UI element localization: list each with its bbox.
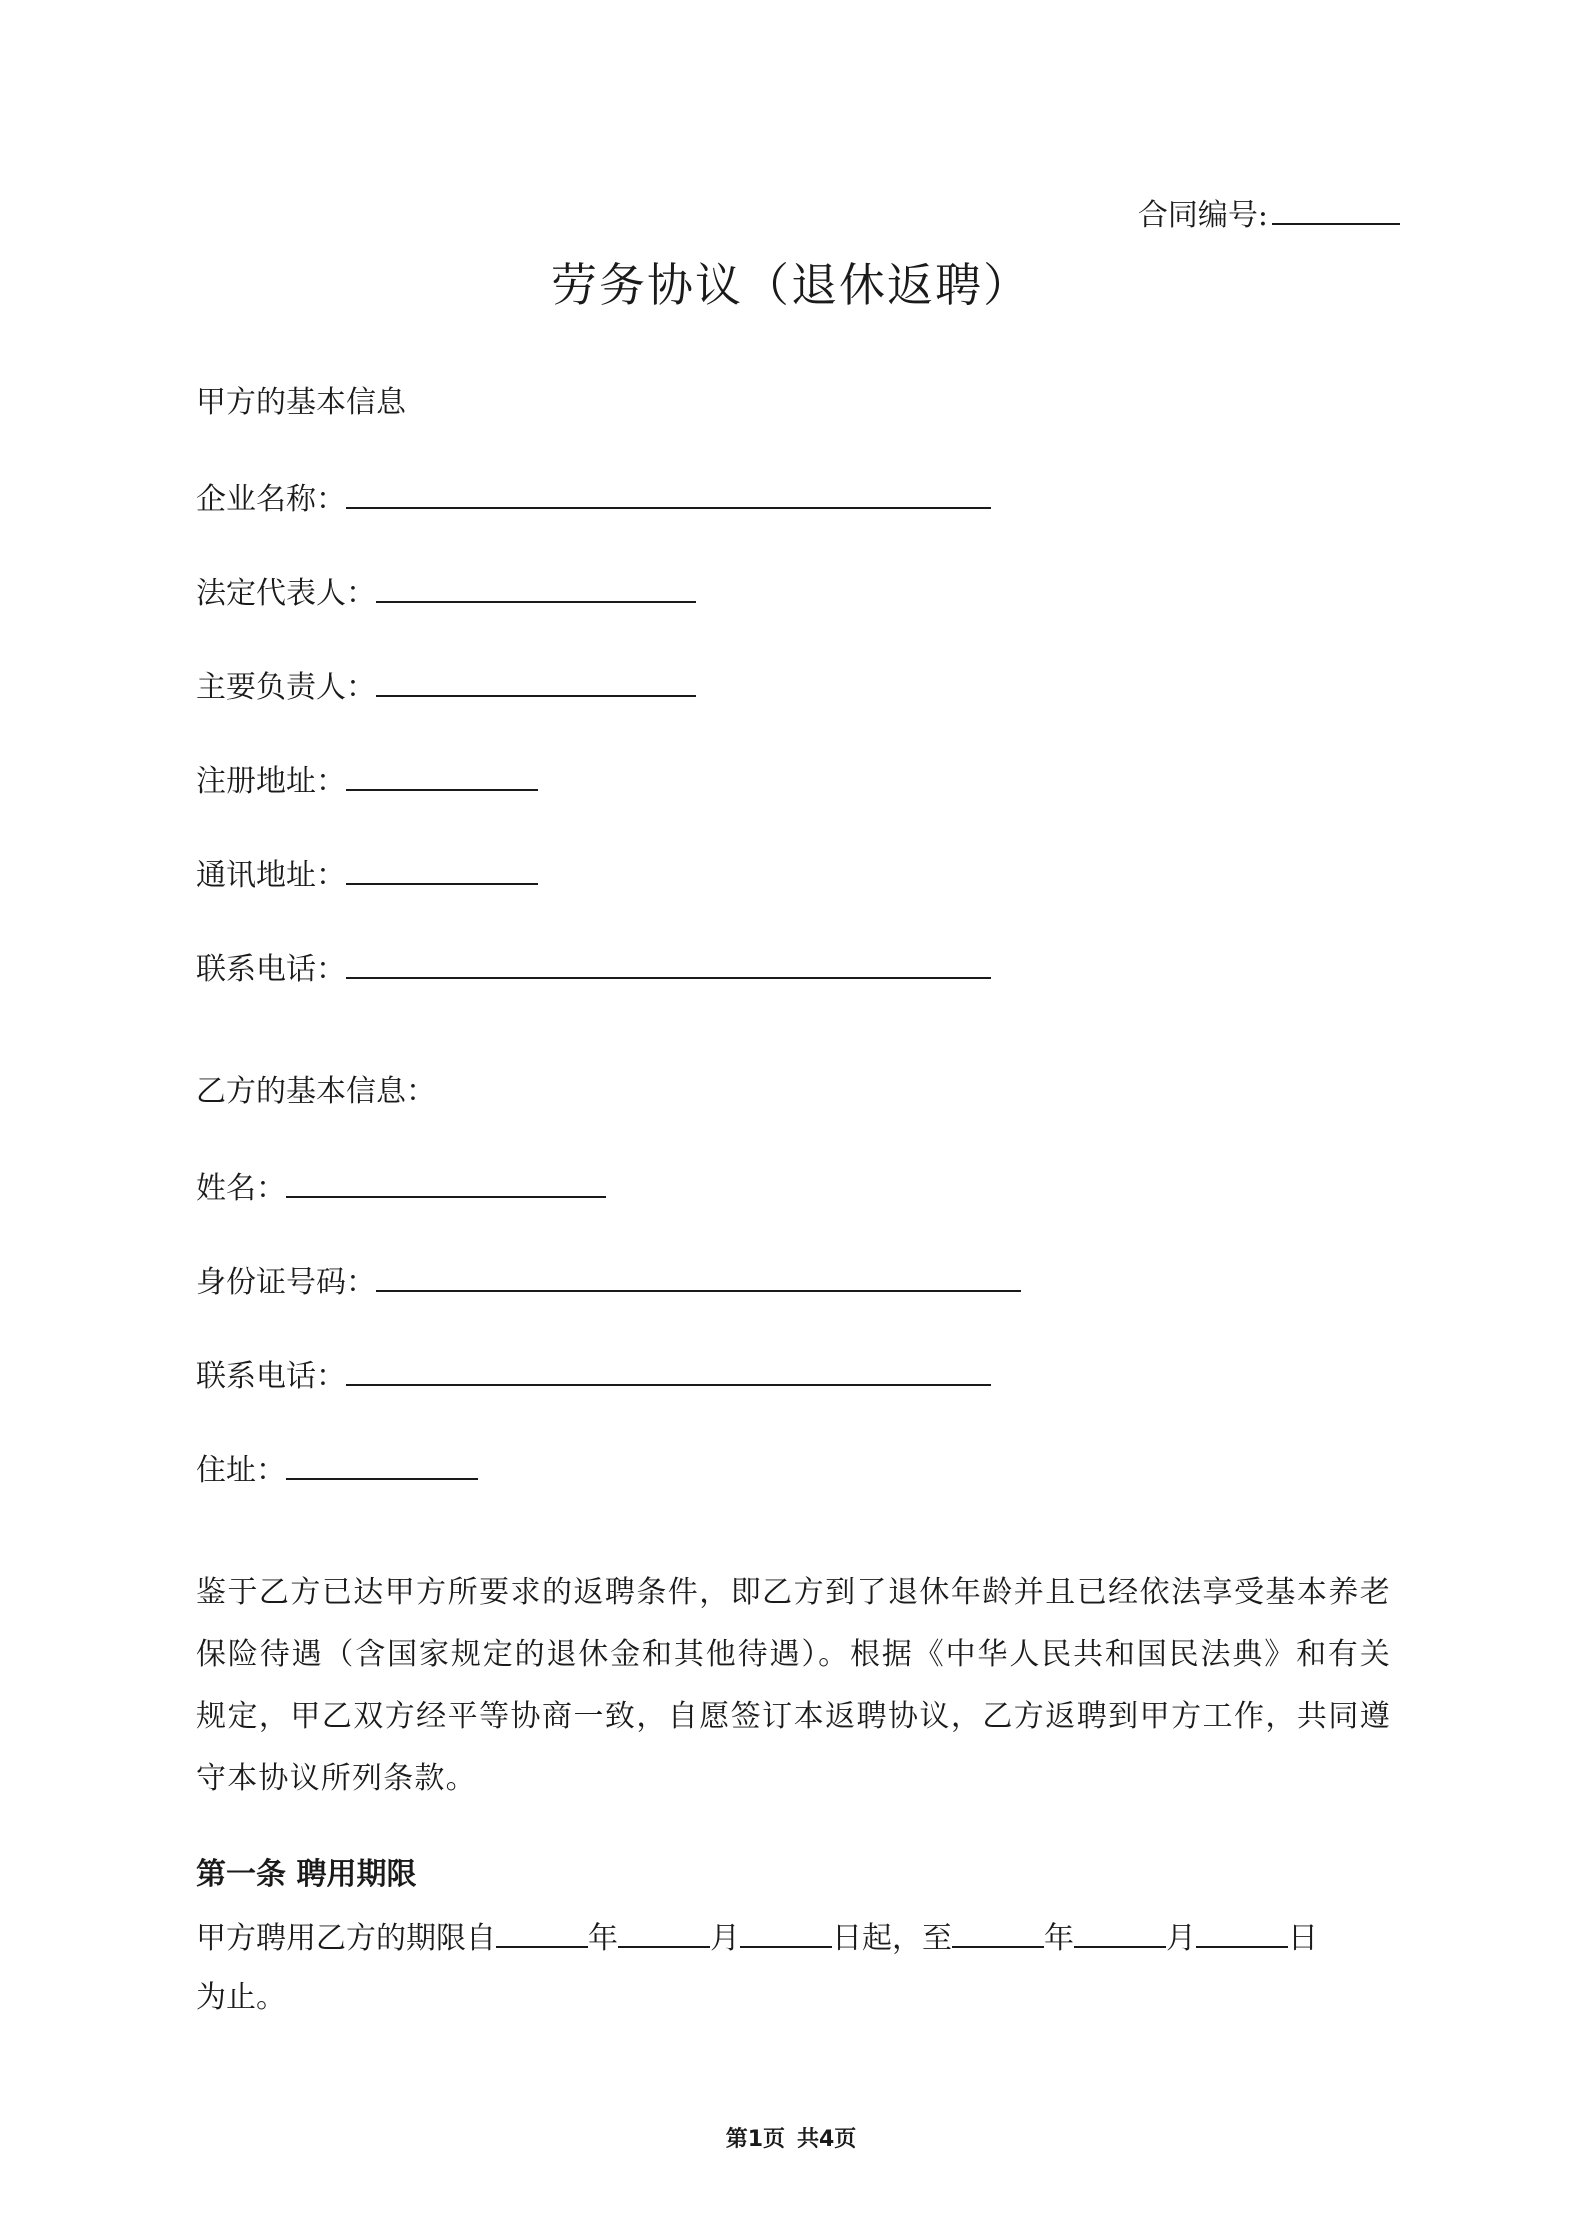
party-b-phone-blank[interactable]	[346, 1354, 991, 1386]
name-blank[interactable]	[286, 1166, 606, 1198]
field-label: 注册地址：	[196, 764, 346, 799]
party-a-phone-blank[interactable]	[346, 947, 991, 979]
field-label: 联系电话：	[196, 1359, 346, 1394]
party-a-phone	[196, 947, 991, 990]
contract-number-label: 合同编号:	[1137, 198, 1268, 233]
article-1-term	[196, 1916, 1318, 1959]
article-1-heading: 第一条 聘用期限	[196, 1857, 417, 1892]
party-a-company-name	[196, 477, 991, 520]
field-label: 联系电话：	[196, 952, 346, 987]
field-label: 主要负责人：	[196, 670, 376, 705]
field-label: 住址：	[196, 1453, 286, 1488]
article-1-ending: 为止。	[196, 1980, 286, 2015]
registered-address-blank[interactable]	[346, 759, 538, 791]
party-a-registered-address	[196, 759, 538, 802]
field-label: 通讯地址：	[196, 858, 346, 893]
legal-rep-blank[interactable]	[376, 571, 696, 603]
month-label: 月	[1166, 1921, 1196, 1956]
term-text-start: 甲方聘用乙方的期限自	[196, 1921, 496, 1956]
document-title: 劳务协议（退休返聘）	[551, 258, 1031, 312]
address-blank[interactable]	[286, 1448, 478, 1480]
party-a-principal	[196, 665, 696, 708]
party-b-phone	[196, 1354, 991, 1397]
start-day-blank[interactable]	[740, 1916, 832, 1948]
id-number-blank[interactable]	[376, 1260, 1021, 1292]
party-b-name	[196, 1166, 606, 1209]
day-from-label: 日起，至	[832, 1921, 952, 1956]
company-name-blank[interactable]	[346, 477, 991, 509]
party-a-legal-rep	[196, 571, 696, 614]
page-total: 共4页	[797, 2127, 857, 2152]
party-a-heading: 甲方的基本信息	[196, 385, 406, 420]
party-b-heading: 乙方的基本信息：	[196, 1074, 436, 1109]
page-footer	[0, 2125, 1582, 2155]
mailing-address-blank[interactable]	[346, 853, 538, 885]
end-month-blank[interactable]	[1074, 1916, 1166, 1948]
year-label: 年	[1044, 1921, 1074, 1956]
field-label: 姓名：	[196, 1171, 286, 1206]
start-month-blank[interactable]	[618, 1916, 710, 1948]
party-b-id-number	[196, 1260, 1021, 1303]
field-label: 法定代表人：	[196, 576, 376, 611]
party-b-address	[196, 1448, 478, 1491]
month-label: 月	[710, 1921, 740, 1956]
contract-number-blank[interactable]	[1272, 195, 1400, 225]
end-day-blank[interactable]	[1196, 1916, 1288, 1948]
day-end-label: 日	[1288, 1921, 1318, 1956]
end-year-blank[interactable]	[952, 1916, 1044, 1948]
preamble-paragraph: 鉴于乙方已达甲方所要求的返聘条件，即乙方到了退休年龄并且已经依法享受基本养老保险待遇（含国家规定的退休金和其他待遇）。根据《中华人民共和国民法典》和有关规定，甲乙双方经平等协商一致，自愿签订本返聘协议，乙方返聘到甲方工作，共同遵守本协议所列条款。	[196, 1575, 1391, 1796]
page-number: 第1页	[725, 2127, 785, 2152]
contract-number	[1138, 195, 1400, 236]
year-label: 年	[588, 1921, 618, 1956]
field-label: 企业名称：	[196, 482, 346, 517]
party-a-mailing-address	[196, 853, 538, 896]
field-label: 身份证号码：	[196, 1265, 376, 1300]
start-year-blank[interactable]	[496, 1916, 588, 1948]
principal-blank[interactable]	[376, 665, 696, 697]
